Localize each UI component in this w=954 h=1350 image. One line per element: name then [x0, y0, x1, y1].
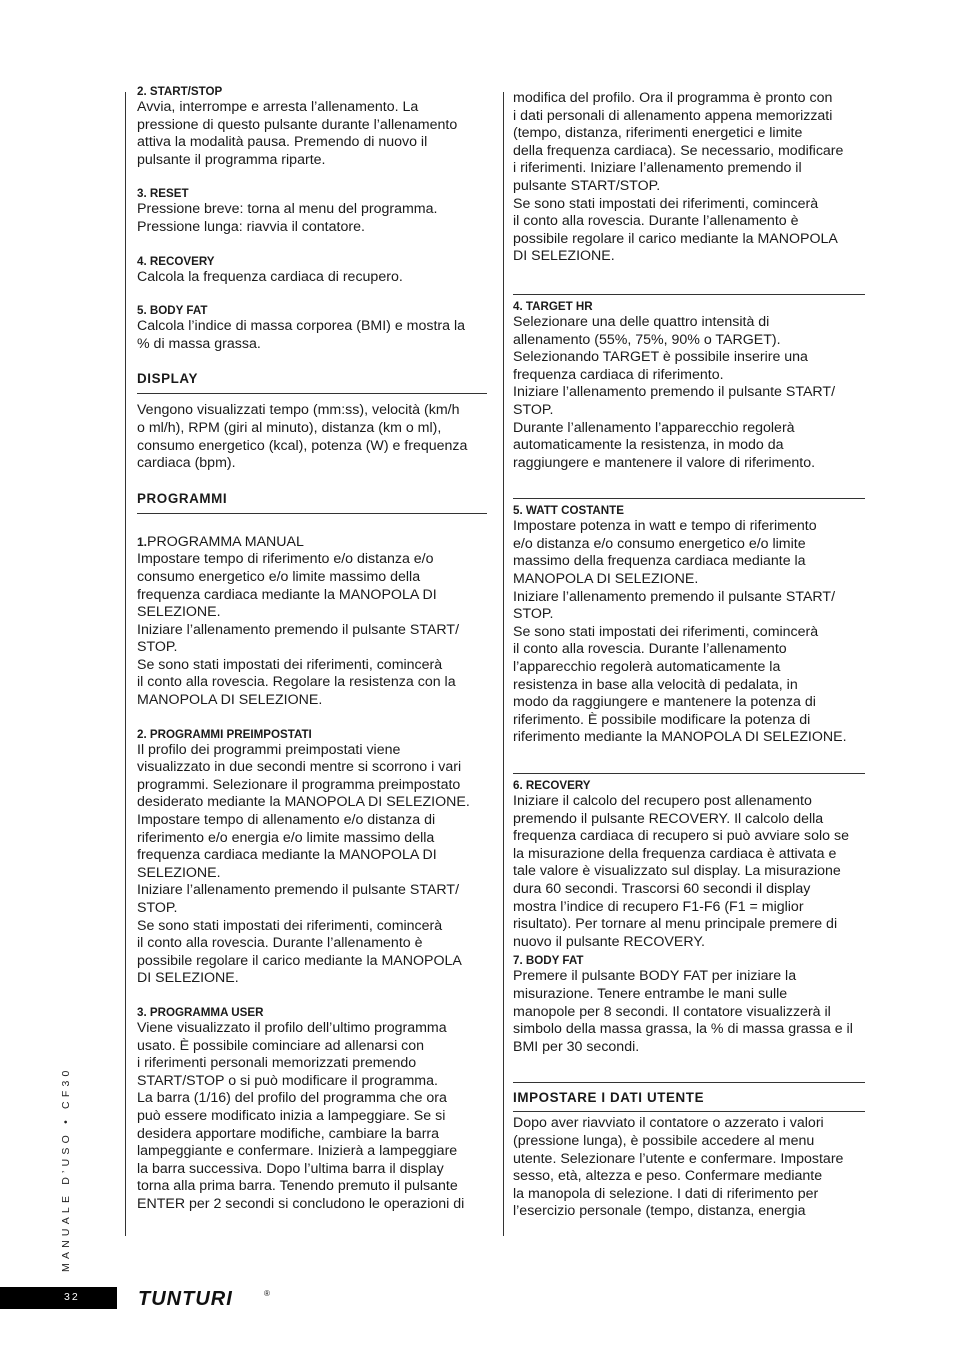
section-text: Viene visualizzato il profilo dell’ultimo programma usato. È possibile cominciare ad allenarsi con i riferimenti personali memorizzati premendo START/STOP o si può modificare il programma. La barra (1/16) del profilo del programma che ora può essere modificato inizia a lampeggiare. Se si desidera apportare modifiche, cambiare la barra lampeggiante e confermare. Inizierà a lampeggiare la barra successiva. Dopo l’ultima barra il display torna alla prima barra. Tenendo premuto il pulsante ENTER per 2 secondi si concludono le operazioni di	[137, 1019, 465, 1212]
section-start-stop	[137, 84, 487, 169]
section-heading: 2. START/STOP	[137, 85, 223, 98]
section-text: Iniziare il calcolo del recupero post allenamento premendo il pulsante RECOVERY. Il calcolo della frequenza cardiaca di recupero si può avviare solo se la misurazione della frequenza cardiaca è attivata e tale valore è visualizzato sul display. La misurazione dura 60 secondi. Trascorsi 60 secondi il display mostra l’indice di recupero F1-F6 (F1 = miglior risultato). Per tornare al menu principale premere di nuovo il pulsante RECOVERY.	[513, 793, 849, 950]
logo-wordmark: TUNTURI	[138, 1288, 233, 1309]
section-text: Impostare tempo di riferimento e/o distanza e/o consumo energetico e/o limite massimo della frequenza cardiaca mediante la MANOPOLA DI SELEZIONE. Iniziare l’allenamento premendo il pulsante START/ STOP. Se sono stati impostati dei riferimenti, comincerà il conto alla rovescia. Regolare la resistenza con la MANOPOLA DI SELEZIONE.	[137, 551, 460, 709]
section-rule	[513, 294, 865, 295]
section-programmi	[137, 490, 487, 514]
section-heading: 4. TARGET HR	[513, 299, 593, 313]
section-text: Calcola la frequenza cardiaca di recupero.	[137, 268, 403, 285]
section-heading: IMPOSTARE I DATI UTENTE	[513, 1090, 705, 1106]
right-column-rule	[503, 92, 504, 1236]
manual-side-label: MANUALE D’USO • CF30	[60, 1066, 72, 1272]
section-recovery	[137, 254, 487, 287]
section-rule	[513, 498, 865, 499]
section-title	[137, 534, 487, 552]
page-number: 32	[64, 1291, 80, 1303]
section-text: Il profilo dei programmi preimpostati viene visualizzato in due secondi mentre si scorrono i vari programmi. Selezionare il programma preimpostato desiderato mediante la MANOPOLA DI SELEZIONE. Impostare tempo di allenamento e/o distanza di riferimento e/o energia e/o limite massimo della frequenza cardiaca mediante la MANOPOLA DI SELEZIONE. Iniziare l’allenamento premendo il pulsante START/ STOP. Se sono stati impostati dei riferimenti, comincerà il conto alla rovescia. Durante l’allenamento è possibile regolare il carico mediante la MANOPOLA DI SELEZIONE.	[137, 741, 470, 987]
section-rule	[513, 1111, 865, 1112]
section-impostare-dati-utente	[513, 1089, 865, 1221]
section-heading: DISPLAY	[137, 371, 199, 387]
section-text: modifica del profilo. Ora il programma è pronto con i dati personali di allenamento appena memorizzati (tempo, distanza, riferimenti energetici e limite della frequenza cardiaca). Se necessario, modificare i riferimenti. Iniziare l’allenamento premendo il pulsante START/STOP. Se sono stati impostati dei riferimenti, comincerà il conto alla rovescia. Durante l’allenamento è possibile regolare il carico mediante la MANOPOLA DI SELEZIONE.	[513, 90, 844, 265]
section-rule	[513, 1082, 865, 1083]
section-text: Avvia, interrompe e arresta l’allenamento. La pressione di questo pulsante durante l’allenamento attiva la modalità pausa. Premendo di nuovo il pulsante il programma riparte.	[137, 99, 458, 168]
section-heading: 3. PROGRAMMA USER	[137, 1005, 264, 1019]
section-text: Premere il pulsante BODY FAT per iniziare la misurazione. Tenere entrambe le mani sulle manopole per 8 secondi. Il contatore visualizzerà il simbolo della massa grassa, la % di massa grassa e il BMI per 30 secondi.	[513, 968, 853, 1055]
left-column	[137, 84, 487, 1214]
section-body-fat	[513, 953, 865, 1056]
section-text: Selezionare una delle quattro intensità di allenamento (55%, 75%, 90% o TARGET). Selezionando TARGET è possibile inserire una frequenza cardiaca di riferimento. Iniziare l’allenamento premendo il pulsante START/ STOP. Durante l’allenamento l’apparecchio regolerà automaticamente la resistenza, in modo da raggiungere e mantenere il valore di riferimento.	[513, 313, 836, 471]
section-user-continued	[513, 90, 865, 266]
section-display	[137, 370, 487, 472]
section-preimpostati	[137, 727, 487, 988]
section-target-hr	[513, 299, 865, 472]
section-heading: 5. WATT COSTANTE	[513, 504, 624, 518]
section-heading: 5. BODY FAT	[137, 304, 208, 318]
section-programma-manual	[137, 534, 487, 710]
section-heading: 7. BODY FAT	[513, 954, 584, 968]
section-text: Dopo aver riavviato il contatore o azzerato i valori (pressione lunga), è possibile accedere al menu utente. Selezionare l’utente e confermare. Impostare sesso, età, altezza e peso. Confermare mediante la manopola di selezione. I dati di riferimento per l’esercizio personale (tempo, distanza, energia	[513, 1115, 844, 1220]
logo-registered-mark: ®	[264, 1289, 270, 1298]
section-number: 1.	[137, 534, 148, 549]
section-watt-costante	[513, 503, 865, 747]
section-rule	[513, 773, 865, 774]
section-text: Calcola l’indice di massa corporea (BMI) e mostra la % di massa grassa.	[137, 318, 466, 352]
section-heading: PROGRAMMI	[137, 490, 228, 506]
right-column	[513, 90, 865, 1221]
tunturi-logo-graphic	[138, 1287, 274, 1309]
section-heading: 6. RECOVERY	[513, 779, 591, 792]
section-title-text: PROGRAMMA MANUAL	[147, 533, 304, 550]
section-text: Vengono visualizzati tempo (mm:ss), velocità (km/h o ml/h), RPM (giri al minuto), distanza (km o ml), consumo energetico (kcal), potenza (W) e frequenza cardiaca (bpm).	[137, 402, 468, 472]
section-heading: 4. RECOVERY	[137, 254, 215, 268]
left-column-rule	[125, 92, 126, 1236]
section-heading: 2. PROGRAMMI PREIMPOSTATI	[137, 727, 312, 741]
section-reset	[137, 186, 487, 236]
section-text: Impostare potenza in watt e tempo di riferimento e/o distanza e/o consumo energetico e/o limite massimo della frequenza cardiaca mediante la MANOPOLA DI SELEZIONE. Iniziare l’allenamento premendo il pulsante START/ STOP. Se sono stati impostati dei riferimenti, comincerà il conto alla rovescia. Durante l’allenamento l’apparecchio regolerà automaticamente la resistenza in base alla velocità di pedalata, in modo da raggiungere e mantenere la potenza di riferimento. È possibile modificare la potenza di riferimento mediante la MANOPOLA DI SELEZIONE.	[513, 518, 847, 746]
section-programma-user	[137, 1005, 487, 1214]
section-rule	[137, 393, 487, 394]
section-body-fat	[137, 303, 487, 353]
section-text: Pressione breve: torna al menu del programma. Pressione lunga: riavvia il contatore.	[137, 201, 438, 235]
section-heading: 3. RESET	[137, 187, 189, 201]
tunturi-logo	[138, 1287, 274, 1314]
page-number-box	[0, 1287, 117, 1309]
section-recovery	[513, 778, 865, 951]
